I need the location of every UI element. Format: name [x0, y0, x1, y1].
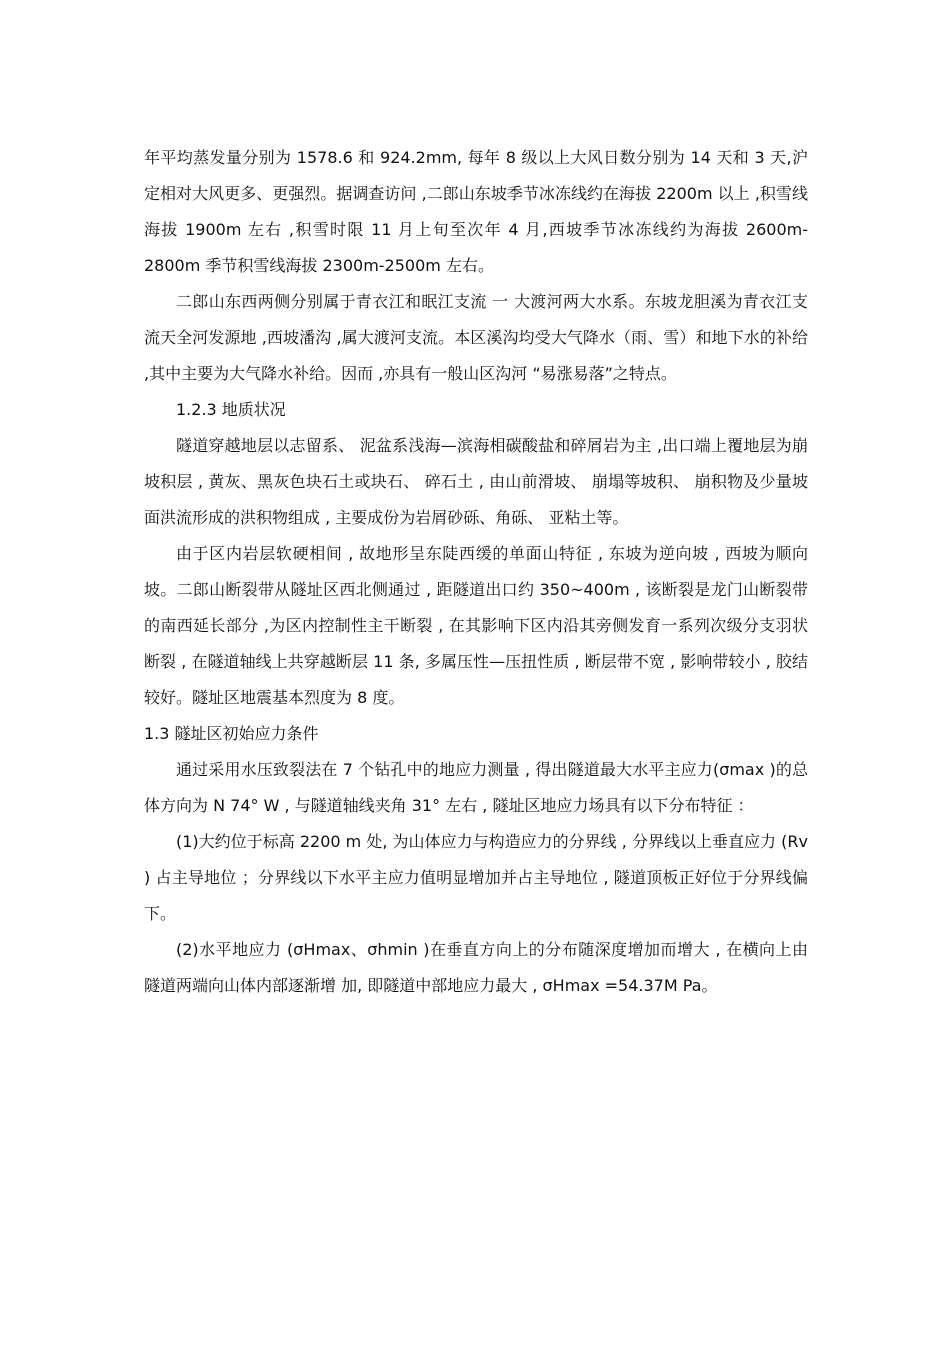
paragraph-stress-feature-1: (1)大约位于标高 2200 m 处, 为山体应力与构造应力的分界线 , 分界线以上垂直应力 (Rv ) 占主导地位 ；分界线以下水平主应力值明显增加并占主导地位 , 隧道顶板正好位于分界线偏下。: [144, 832, 808, 923]
document-body: [144, 140, 808, 1004]
paragraph-stress-feature-2: (2)水平地应力 (σHmax、σhmin )在垂直方向上的分布随深度增加而增大 , 在横向上由隧道两端向山体内部逐渐增 加, 即隧道中部地应力最大 , σHmax =54.37M Pa。: [144, 940, 808, 995]
section-heading-initial-stress: 1.3 隧址区初始应力条件: [144, 724, 319, 743]
paragraph-stress-measurement: 通过采用水压致裂法在 7 个钻孔中的地应力测量 , 得出隧道最大水平主应力(σmax )的总体方向为 N 74° W , 与隧道轴线夹角 31° 左右 , 隧址区地应力场具有以下分布特征 ：: [144, 760, 808, 815]
paragraph-faults: 由于区内岩层软硬相间 , 故地形呈东陡西缓的单面山特征 , 东坡为逆向坡 , 西坡为顺向坡。二郎山断裂带从隧址区西北侧通过 , 距隧道出口约 350~400m , 该断裂是龙门山断裂带的南西延长部分 ,为区内控制性主干断裂 , 在其影响下区内沿其旁侧发育一系列次级分支羽状断裂 , 在隧道轴线上共穿越断层 11 条, 多属压性—压扭性质 , 断层带不宽 , 影响带较小 , 胶结较好。隧址区地震基本烈度为 8 度。: [144, 544, 808, 707]
paragraph-water-systems: 二郎山东西两侧分别属于青衣江和眠江支流 一 大渡河两大水系。东坡龙胆溪为青衣江支流天全河发源地 ,西坡潘沟 ,属大渡河支流。本区溪沟均受大气降水（雨、雪）和地下水的补给 ,其中主要为大气降水补给。因而 ,亦具有一般山区沟河 “易涨易落”之特点。: [144, 292, 808, 383]
paragraph-strata: 隧道穿越地层以志留系、 泥盆系浅海—滨海相碳酸盐和碎屑岩为主 ,出口端上覆地层为崩坡积层 , 黄灰、黑灰色块石土或块石、 碎石土 , 由山前滑坡、 崩塌等坡积、 崩积物及少量坡面洪流形成的洪积物组成 , 主要成份为岩屑砂砾、角砾、 亚粘土等。: [144, 436, 808, 527]
section-heading-geology: 1.2.3 地质状况: [176, 400, 286, 419]
paragraph-evaporation-wind: 年平均蒸发量分别为 1578.6 和 924.2mm, 每年 8 级以上大风日数分别为 14 天和 3 天,沪定相对大风更多、更强烈。据调查访问 ,二郎山东坡季节冰冻线约在海拔 2200m 以上 ,积雪线海拔 1900m 左右 ,积雪时限 11 月上旬至次年 4 月,西坡季节冰冻线约为海拔 2600m-2800m 季节积雪线海拔 2300m-2500m 左右。: [144, 148, 808, 275]
